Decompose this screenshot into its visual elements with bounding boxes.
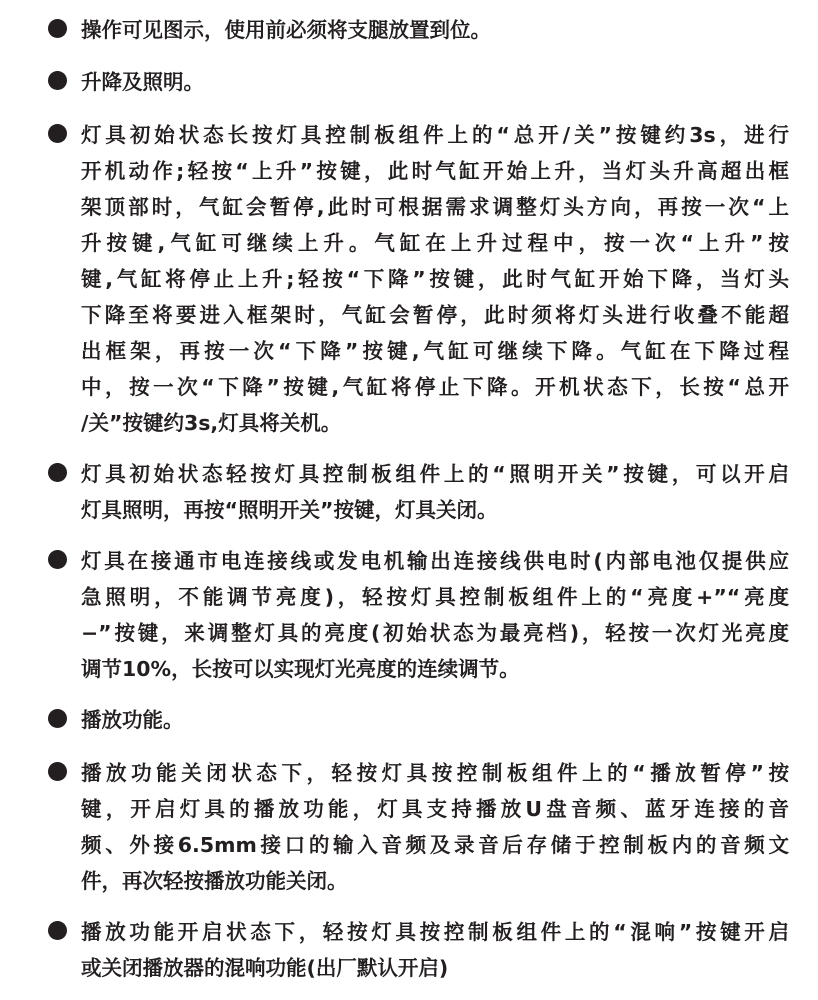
item-line: 下降至将要进入框架时，气缸会暂停，此时须将灯头进行收叠不能超 [81,303,789,327]
item-line: 或关闭播放器的混响功能(出厂默认开启) [81,956,449,980]
item-line: 播放功能开启状态下，轻按灯具按控制板组件上的“混响”按键开启 [81,920,789,944]
bullet-icon [48,463,67,482]
item-line: 急照明，不能调节亮度)，轻按灯具控制板组件上的“亮度+”“亮度 [81,585,789,609]
bullet-icon [48,762,67,781]
bullet-icon [48,550,67,569]
item-line: 升按键,气缸可继续上升。气缸在上升过程中，按一次“上升”按 [81,231,789,255]
item-line: 灯具初始状态长按灯具控制板组件上的“总开/关”按键约3s，进行 [81,123,789,147]
item-line: 出框架，再按一次“下降”按键,气缸可继续下降。气缸在下降过程 [81,339,789,363]
bullet-icon [48,921,67,940]
item-line: 件，再次轻按播放功能关闭。 [81,869,348,893]
item-line: 灯具初始状态轻按灯具控制板组件上的“照明开关”按键，可以开启 [81,462,789,486]
item-line: 播放功能关闭状态下，轻按灯具按控制板组件上的“播放暂停”按 [81,761,789,785]
item-line: 开机动作;轻按“上升”按键，此时气缸开始上升，当灯头升高超出框 [81,159,789,183]
bullet-icon [48,19,67,38]
bullet-icon [48,124,67,143]
item-line: 调节10%，长按可以实现灯光亮度的连续调节。 [81,657,520,681]
item-line: /关”按键约3s,灯具将关机。 [81,411,342,435]
bullet-icon [48,71,67,90]
item-line: 灯具照明，再按“照明开关”按键，灯具关闭。 [81,498,498,522]
item-line: 架顶部时，气缸会暂停,此时可根据需求调整灯头方向，再按一次“上 [81,195,789,219]
item-line: 键,气缸将停止上升;轻按“下降”按键，此时气缸开始下降，当灯头 [81,267,789,291]
bullet-icon [48,709,67,728]
item-line: 中，按一次“下降”按键,气缸将停止下降。开机状态下，长按“总开 [81,375,789,399]
item-line: 升降及照明。 [81,70,204,94]
item-line: 键，开启灯具的播放功能，灯具支持播放U盘音频、蓝牙连接的音 [81,797,789,821]
item-line: −”按键，来调整灯具的亮度(初始状态为最亮档)，轻按一次灯光亮度 [81,621,789,645]
item-line: 操作可见图示，使用前必须将支腿放置到位。 [81,18,491,42]
item-line: 灯具在接通市电连接线或发电机输出连接线供电时(内部电池仅提供应 [81,549,789,573]
item-line: 播放功能。 [81,708,184,732]
item-line: 频、外接6.5mm接口的输入音频及录音后存储于控制板内的音频文 [81,833,789,857]
